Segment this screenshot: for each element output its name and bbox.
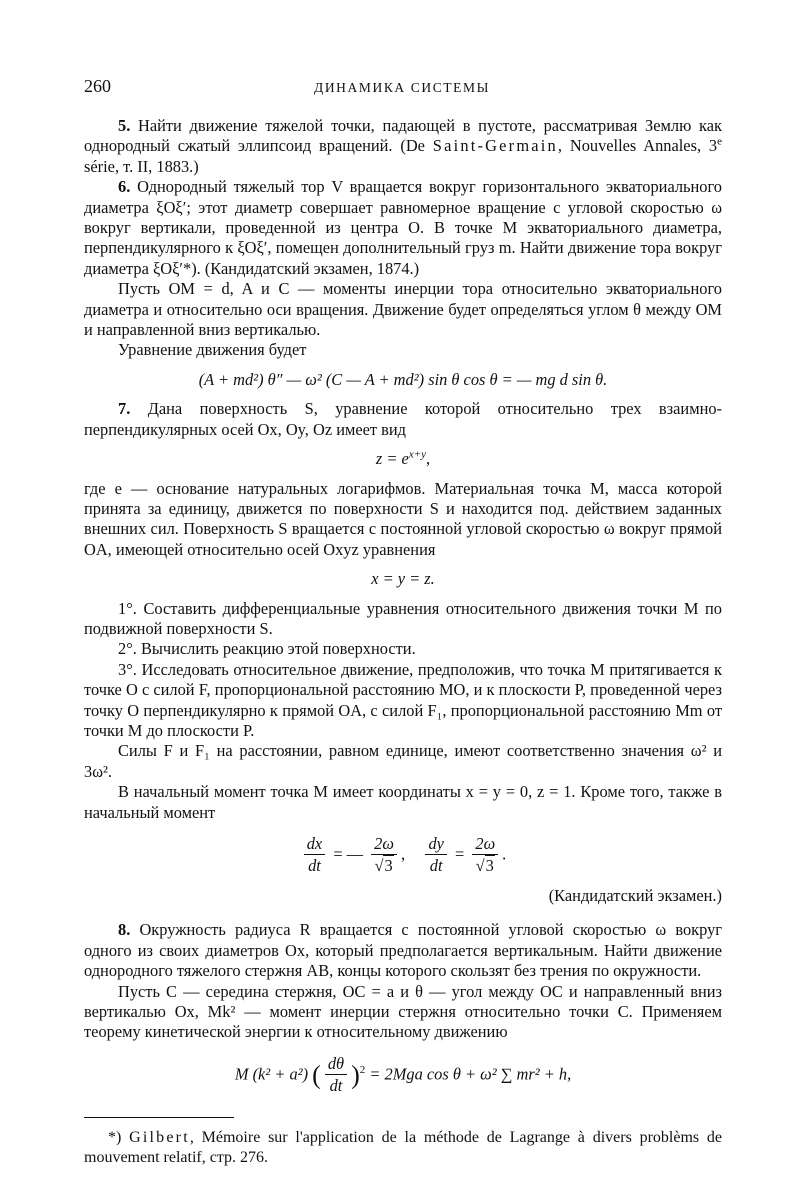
page-body <box>84 116 722 1169</box>
equation-of-motion: (A + md²) θ″ — ω² (C — A + md²) sin θ cos θ = — mg d sin θ. <box>198 369 608 389</box>
running-title: ДИНАМИКА СИСТЕМЫ <box>314 80 490 95</box>
problem-7: 7. Дана поверхность S, уравнение которой относительно трех взаимно-перпендикулярных осей Ox, Oy, Oz имеет вид <box>84 399 722 439</box>
footnote: *) Gilbert, Mémoire sur l'application de la méthode de Lagrange à divers problèms de mouvement relatif, стр. 276. <box>84 1128 723 1167</box>
fraction-2w-sqrt3: $\frac{2\omega}{√3}$ <box>371 834 397 877</box>
fraction-dx-dt: $\frac{dx}{dt}$ <box>304 834 325 877</box>
initial-velocity-equation: $\frac{dx}{dt}$ = — $\frac{2\omega}{√3}$ , $\frac{dy}{dt}$ = $\frac{2\omega}{√3}$ . <box>84 834 722 877</box>
item-3: 3°. Исследовать относительное движение, предположив, что точка M притягивается к точке O с силой F, пропорциональной расстоянию MO, и к плоскости P, проведенной через точку O перпендикулярно к прямой OA, с силой F₁, пропорциональной расстоянию Mm от точки M до плоскости P. <box>84 659 722 740</box>
problem-6: 6. Однородный тяжелый тор V вращается вокруг горизонтального экваториального диаметра ξOξ′; этот диаметр совершает равномерное вращение с угловой скоростью ω вокруг вертикали, проведенной из центра O. В точке M экваториального диаметра, перпендикулярного к ξOξ′, помещен дополнительный груз m. Найти движение тора вокруг диаметра ξOξ′*). (Кандидатский экзамен, 1874.) <box>84 177 722 278</box>
problem-number: 6. <box>118 177 131 197</box>
page-header <box>84 76 720 98</box>
item-2: 2°. Вычислить реакцию этой поверхности. <box>118 639 416 659</box>
fraction-dtheta-dt: $\frac{d\theta}{dt}$ <box>325 1054 347 1097</box>
fraction-2w-sqrt3: $\frac{2\omega}{√3}$ <box>472 834 498 877</box>
surface-equation: $z = e^{x+y}$, <box>375 448 431 469</box>
axis-equation: x = y = z. <box>371 569 435 589</box>
problem-6-hint: Пусть OM = d, A и C — моменты инерции тора относительно экваториального диаметра и относительно оси вращения. Движение будет определяться углом θ между OM и направленной вниз вертикалью. <box>84 279 722 340</box>
page-number: 260 <box>84 76 111 96</box>
problem-number: 5. <box>118 116 131 135</box>
problem-7-source: (Кандидатский экзамен.) <box>548 886 722 905</box>
problem-number: 7. <box>118 399 131 419</box>
forces-text: Силы F и F₁ на расстоянии, равном единице, имеют соответственно значения ω² и 3ω². <box>84 741 722 781</box>
problem-7-text: где e — основание натуральных логарифмов. Материальная точка M, масса которой принята за единицу, движется по поверхности S и находится под. действием заданных внешних сил. Поверхность S вращается с постоянной угловой скоростью ω вокруг прямой OA, имеющей относительно осей Oxyz уравнения <box>84 478 722 559</box>
initial-conditions: В начальный момент точка M имеет координаты x = y = 0, z = 1. Кроме того, также в начальный момент <box>84 782 722 822</box>
problem-8: 8. Окружность радиуса R вращается с постоянной угловой скоростью ω вокруг одного из своих диаметров Ox, который предполагается вертикальным. Найти движение однородного тяжелого стержня AB, концы которого скользят без трения по окружности. <box>84 920 722 981</box>
item-1: 1°. Составить дифференциальные уравнения относительного движения точки M по подвижной поверхности S. <box>84 598 722 638</box>
author-name: Saint-Germain <box>432 136 558 156</box>
footnote-author: Gilbert <box>129 1128 190 1146</box>
problem-5: 5. Найти движение тяжелой точки, падающей в пустоте, рассматривая Землю как однородный сжатый эллипсоид вращений. (De Saint-Germain, Nouvelles Annales, 3e série, т. II, 1883.) <box>84 116 722 176</box>
fraction-dy-dt: $\frac{dy}{dt}$ <box>425 834 446 877</box>
footnote-rule <box>84 1117 234 1118</box>
energy-equation: M (k² + a²) ( $\frac{d\theta}{dt}$ )$^2$ = 2Mga cos θ + ω² ∑ mr² + h, <box>234 1053 572 1095</box>
equation-intro: Уравнение движения будет <box>118 340 307 360</box>
problem-8-hint: Пусть C — середина стержня, OC = a и θ — угол между OC и направленный вниз вертикалью Ox, Mk² — момент инерции стержня относительно точки C. Применяем теорему кинетической энергии к относительному движению <box>84 981 722 1042</box>
problem-number: 8. <box>118 920 131 940</box>
